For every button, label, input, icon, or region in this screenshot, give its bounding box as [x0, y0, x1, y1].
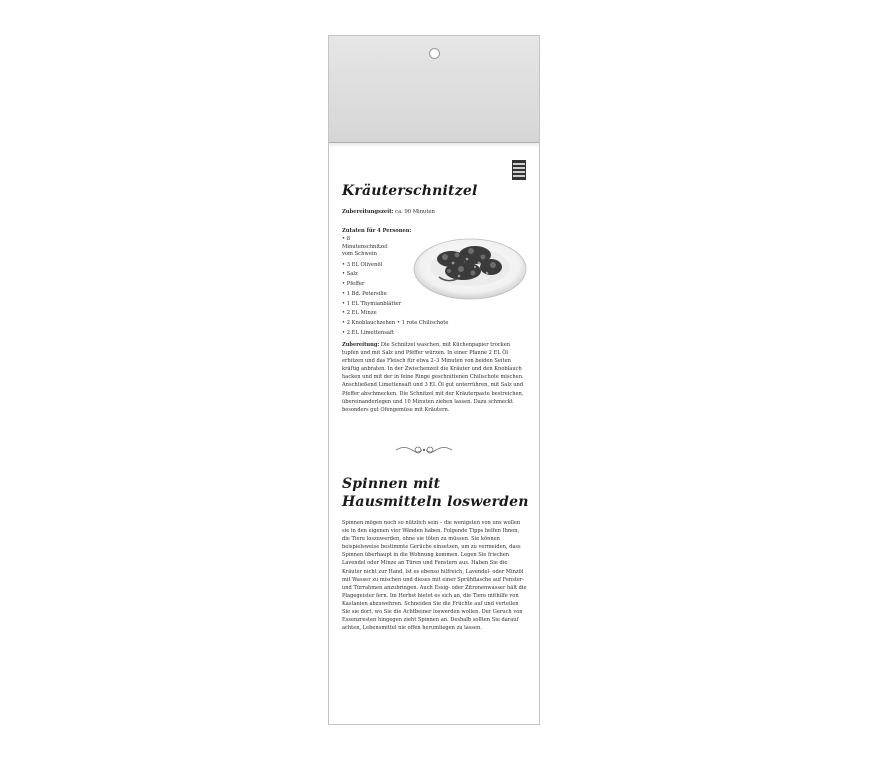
- hang-hole: [429, 48, 440, 59]
- ingredient-item: • 3 EL Olivenöl: [342, 261, 383, 268]
- preparation-body: Die Schnitzel waschen, mit Küchenpapier trocken tupfen und mit Salz und Pfeffer würzen. In einer Pfanne 2 EL Öl erhitzen und das Fleisch für etwa 2–3 Minuten von beiden Seiten kräftig anbraten. In der Zwischenzeit die Kräuter und den Knoblauch hacken und mit der in feine Ringe geschnittenen Chilischote mischen. Anschließend Limettensaft und 3 EL Öl gut unterrühren, mit Salz und Pfeffer abschmecken. Die Schnitzel mit der Kräuterpaste bestreichen, übereinanderlegen und 10 Minuten ziehen lassen. Dazu schmeckt besonders gut Ofengemüse mit Kräutern.: [342, 342, 524, 413]
- binding-header: [329, 36, 539, 143]
- header-shadow: [329, 142, 539, 148]
- calendar-logo-icon: [512, 160, 526, 180]
- ingredient-item: • 2 EL Minze: [342, 310, 377, 317]
- preparation-label: Zubereitung:: [342, 342, 380, 348]
- ornament-divider-icon: [394, 443, 454, 457]
- ingredients-heading: Zutaten für 4 Personen:: [342, 228, 412, 234]
- recipe-title: Kräuterschnitzel: [342, 183, 478, 199]
- ingredient-item: • 1 EL Thymianblätter: [342, 300, 402, 307]
- prep-time-label: Zubereitungszeit:: [342, 209, 394, 215]
- ingredient-item: • 8 Minutenschnitzel vom Schwein: [342, 236, 388, 257]
- calendar-sheet: [328, 35, 540, 725]
- article-text: Spinnen mögen noch so nützlich sein – die wenigsten von uns wollen sie in den eigenen vier Wänden haben. Folgende Tipps helfen Ihnen, die Tiere loszuwerden, ohne sie töten zu müssen. Sie können beispielsweise bestimmte Gerüche einsetzen, um zu vermeiden, dass Spinnen überhaupt in die Wohnung kommen. Legen Sie frischen Lavendel oder Minze an Türen und Fenstern aus. Haben Sie die Kräuter nicht zur Hand, ist es ebenso hilfreich, Lavendel- oder Minzöl mit Wasser zu mischen und dieses mit einer Sprühflasche auf Fenster- und Türrahmen anzubringen. Auch Essig- oder Zitronenwasser hält die Plagegeister fern. Im Herbst bietet es sich an, die Tiere mithilfe von Kastanien abzuwehren. Schneiden Sie die Früchte auf und verteilen Sie sie dort, wo Sie die Achtbeiner loswerden wollen. Der Geruch von Essenzresten hingegen zieht Spinnen an. Deshalb sollten Sie darauf achten, Lebensmittel nie offen herumliegen zu lassen.: [342, 520, 527, 632]
- ingredient-item: • 2 Knoblauchzehen • 1 rote Chilischote: [342, 320, 449, 327]
- food-plate-image: [413, 229, 527, 301]
- ingredient-item: • Pfeffer: [342, 281, 365, 288]
- prep-time-value: ca. 90 Minuten: [395, 209, 435, 215]
- prep-time: [342, 209, 435, 216]
- article-title: Spinnen mit Hausmitteln loswerden: [342, 476, 529, 510]
- ingredient-item: • 2 EL Limettensaft: [342, 330, 394, 337]
- ingredient-item: • Salz: [342, 271, 358, 278]
- ingredient-item: • 1 Bd. Petersilie: [342, 290, 387, 297]
- preparation-text: [342, 341, 528, 414]
